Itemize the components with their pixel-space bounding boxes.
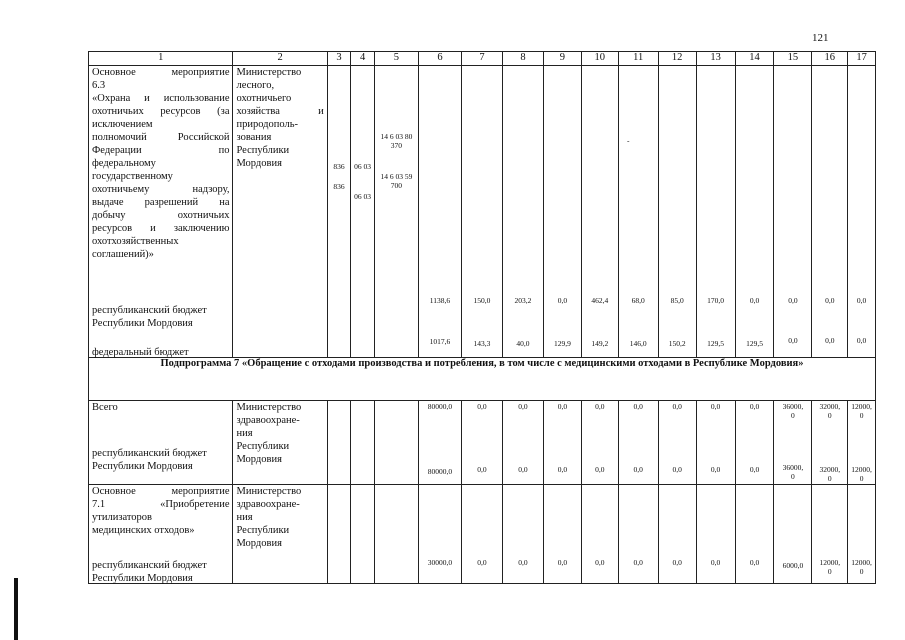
grbs-code: 836 bbox=[333, 162, 345, 171]
column-number-row bbox=[89, 52, 876, 66]
value-cell bbox=[543, 66, 581, 358]
value-cell bbox=[418, 485, 461, 584]
rzpr-code: 06 03 bbox=[354, 162, 372, 171]
value: 1138,6 bbox=[429, 296, 451, 305]
value: 129,5 bbox=[746, 339, 763, 348]
value-cell bbox=[581, 66, 618, 358]
value-cell bbox=[461, 401, 502, 485]
col-header: 11 bbox=[618, 52, 658, 66]
measure-desc-line: добычу охотничьих bbox=[92, 210, 230, 221]
measure-desc-line: охотхозяйственных bbox=[92, 236, 179, 247]
measure-desc-line: государственному bbox=[92, 171, 173, 182]
value: 0,0 bbox=[825, 296, 835, 305]
value-cell bbox=[543, 401, 581, 485]
value-cell bbox=[774, 66, 812, 358]
rzpr-code: 06 03 bbox=[354, 192, 372, 201]
csr-cell bbox=[374, 401, 418, 485]
value-cell bbox=[418, 401, 461, 485]
value: 0,0 bbox=[856, 296, 867, 305]
value: 80000,0 bbox=[427, 402, 453, 411]
executor-line: Республики bbox=[236, 525, 290, 536]
executor-cell bbox=[233, 485, 327, 584]
subprogram-title: Подпрограмма 7 «Обращение с отходами производства и потребления, в том числе с медицинскими отходами в Республике Мордовия» bbox=[89, 358, 876, 401]
value: 0,0 bbox=[710, 558, 721, 567]
csr-cell bbox=[374, 485, 418, 584]
rzpr-cell bbox=[351, 66, 375, 358]
value: 0,0 bbox=[557, 296, 568, 305]
executor-line: зования bbox=[236, 132, 272, 143]
value-cell bbox=[848, 485, 876, 584]
budget-table bbox=[88, 51, 876, 584]
value-cell bbox=[848, 66, 876, 358]
value: 0,0 bbox=[788, 336, 798, 345]
csr-code: 14 6 03 80 370 bbox=[380, 132, 413, 150]
measure-desc-line: исключением bbox=[92, 119, 153, 130]
page-number: 121 bbox=[812, 32, 829, 44]
value-cell bbox=[735, 66, 774, 358]
value-cell bbox=[502, 401, 543, 485]
value: 129,5 bbox=[707, 339, 724, 348]
value-cell bbox=[848, 401, 876, 485]
value: 12000, 0 bbox=[851, 558, 872, 576]
col-header: 2 bbox=[233, 52, 327, 66]
measure-desc-line: выдаче разрешений на bbox=[92, 197, 230, 208]
value: 0,0 bbox=[749, 558, 760, 567]
executor-cell bbox=[233, 66, 327, 358]
value: 0,0 bbox=[557, 465, 568, 474]
col-header: 14 bbox=[735, 52, 774, 66]
col-header: 3 bbox=[327, 52, 351, 66]
csr-cell bbox=[374, 66, 418, 358]
value-cell bbox=[658, 66, 696, 358]
value: 150,2 bbox=[668, 339, 686, 348]
value: 0,0 bbox=[672, 402, 682, 411]
value: 0,0 bbox=[633, 558, 643, 567]
value: 0,0 bbox=[518, 465, 528, 474]
value-cell bbox=[461, 485, 502, 584]
value: 36000, 0 bbox=[782, 463, 804, 481]
measure-desc-line: Федерации по bbox=[92, 145, 230, 156]
value-cell bbox=[618, 401, 658, 485]
col-header: 17 bbox=[848, 52, 876, 66]
value: 0,0 bbox=[633, 465, 643, 474]
value: 1017,6 bbox=[429, 337, 451, 346]
value-cell bbox=[543, 485, 581, 584]
value-cell bbox=[735, 401, 774, 485]
value-cell bbox=[696, 66, 735, 358]
value: 0,0 bbox=[672, 558, 682, 567]
rzpr-cell bbox=[351, 485, 375, 584]
value: 0,0 bbox=[749, 296, 760, 305]
value: 36000, 0 bbox=[782, 402, 804, 420]
rzpr-cell bbox=[351, 401, 375, 485]
funding-source-republic: республиканский бюджет Республики Мордовия bbox=[92, 305, 207, 329]
col-header: 6 bbox=[418, 52, 461, 66]
value: 0,0 bbox=[856, 336, 867, 345]
value: 0,0 bbox=[788, 296, 798, 305]
value-cell bbox=[812, 401, 848, 485]
value-cell bbox=[658, 401, 696, 485]
executor-line: здравоохране- bbox=[236, 415, 300, 426]
value: 146,0 bbox=[629, 339, 647, 348]
measure-desc-line: полномочий Российской bbox=[92, 132, 230, 143]
col-header: 5 bbox=[374, 52, 418, 66]
scan-edge-bar bbox=[14, 578, 18, 640]
value: 12000, 0 bbox=[819, 558, 841, 576]
col-header: 10 bbox=[581, 52, 618, 66]
value: 0,0 bbox=[595, 465, 605, 474]
grbs-code: 836 bbox=[333, 182, 345, 191]
measure-desc-line: медицинских отходов» bbox=[92, 525, 195, 536]
funding-source-federal: федеральный бюджет bbox=[92, 347, 189, 358]
measure-desc-line: охотничьему надзору, bbox=[92, 184, 230, 195]
grbs-cell bbox=[327, 401, 351, 485]
executor-line: Министерство bbox=[236, 402, 302, 413]
measure-desc-line: утилизаторов bbox=[92, 512, 153, 523]
col-header: 13 bbox=[696, 52, 735, 66]
value: 462,4 bbox=[591, 296, 609, 305]
value: 0,0 bbox=[477, 558, 487, 567]
total-label-cell bbox=[89, 401, 233, 485]
funding-source-republic: республиканский бюджет Республики Мордовия bbox=[92, 560, 207, 584]
value: 32000, 0 bbox=[819, 402, 841, 420]
value: 40,0 bbox=[516, 339, 530, 348]
value-cell bbox=[502, 66, 543, 358]
value-cell bbox=[581, 401, 618, 485]
measure-desc-line: соглашений)» bbox=[92, 249, 154, 260]
value-cell bbox=[658, 485, 696, 584]
value: 12000, 0 bbox=[851, 465, 872, 483]
subprogram-row bbox=[89, 358, 876, 401]
value-cell bbox=[418, 66, 461, 358]
value: 12000, 0 bbox=[851, 402, 872, 420]
executor-line: здравоохране- bbox=[236, 499, 300, 510]
executor-line: Мордовия bbox=[236, 538, 282, 549]
value: 203,2 bbox=[514, 296, 532, 305]
value: 0,0 bbox=[557, 402, 568, 411]
value: 0,0 bbox=[477, 465, 487, 474]
value: 0,0 bbox=[633, 402, 643, 411]
table-row-total bbox=[89, 401, 876, 485]
col-header: 12 bbox=[658, 52, 696, 66]
value: 85,0 bbox=[670, 296, 684, 305]
value: 150,0 bbox=[473, 296, 491, 305]
grbs-cell bbox=[327, 66, 351, 358]
table-row-measure-6-3 bbox=[89, 66, 876, 358]
value: 30000,0 bbox=[427, 558, 453, 567]
value-cell bbox=[461, 66, 502, 358]
value-cell bbox=[774, 485, 812, 584]
grbs-cell bbox=[327, 485, 351, 584]
measure-desc-line: федеральному bbox=[92, 158, 156, 169]
executor-line: Республики bbox=[236, 441, 290, 452]
value-cell bbox=[812, 485, 848, 584]
funding-source-republic: республиканский бюджет Республики Мордовия bbox=[92, 448, 207, 472]
value: 0,0 bbox=[595, 402, 605, 411]
value: 0,0 bbox=[825, 336, 835, 345]
value: 0,0 bbox=[749, 402, 760, 411]
col-header: 16 bbox=[812, 52, 848, 66]
col-header: 9 bbox=[543, 52, 581, 66]
executor-line: ния bbox=[236, 512, 253, 523]
col-header: 4 bbox=[351, 52, 375, 66]
value: 68,0 bbox=[631, 296, 645, 305]
value: 0,0 bbox=[477, 402, 487, 411]
value: 32000, 0 bbox=[819, 465, 841, 483]
executor-line: охотничьего bbox=[236, 93, 292, 104]
value-cell bbox=[502, 485, 543, 584]
measure-desc-line: 7.1 «Приобретение bbox=[92, 499, 230, 510]
value-cell bbox=[812, 66, 848, 358]
value: 0,0 bbox=[595, 558, 605, 567]
executor-line: Министерство bbox=[236, 67, 302, 78]
value: 0,0 bbox=[710, 465, 721, 474]
measure-desc-line: ресурсов и заключению bbox=[92, 223, 230, 234]
value: 6000,0 bbox=[782, 561, 804, 570]
measure-desc-line: охотничьих ресурсов (за bbox=[92, 106, 230, 117]
value: 0,0 bbox=[518, 402, 528, 411]
measure-desc-line: 6.3 bbox=[92, 80, 106, 91]
csr-code: 14 6 03 59 700 bbox=[380, 172, 413, 190]
value: 0,0 bbox=[749, 465, 760, 474]
executor-line: Республики bbox=[236, 145, 290, 156]
measure-desc-line: Основное мероприятие bbox=[92, 486, 230, 497]
value-cell bbox=[618, 485, 658, 584]
executor-line: лесного, bbox=[236, 80, 275, 91]
value: 0,0 bbox=[518, 558, 528, 567]
total-label: Всего bbox=[92, 402, 118, 413]
dash-mark: - bbox=[626, 136, 630, 145]
executor-cell bbox=[233, 401, 327, 485]
col-header: 1 bbox=[89, 52, 233, 66]
col-header: 8 bbox=[502, 52, 543, 66]
value: 143,3 bbox=[473, 339, 491, 348]
col-header: 15 bbox=[774, 52, 812, 66]
value: 170,0 bbox=[707, 296, 724, 305]
value: 0,0 bbox=[557, 558, 568, 567]
measure-description-cell bbox=[89, 66, 233, 358]
executor-line: Мордовия bbox=[236, 454, 282, 465]
value: 0,0 bbox=[672, 465, 682, 474]
measure-desc-line: «Охрана и использование bbox=[92, 93, 230, 104]
executor-line: ния bbox=[236, 428, 253, 439]
value: 129,9 bbox=[553, 339, 571, 348]
executor-line: Мордовия bbox=[236, 158, 282, 169]
value: 80000,0 bbox=[427, 467, 453, 476]
value-cell bbox=[696, 401, 735, 485]
value-cell bbox=[618, 66, 658, 358]
col-header: 7 bbox=[461, 52, 502, 66]
value-cell bbox=[696, 485, 735, 584]
value-cell bbox=[774, 401, 812, 485]
value: 0,0 bbox=[710, 402, 721, 411]
executor-line: хозяйства и bbox=[236, 106, 324, 117]
value: 149,2 bbox=[591, 339, 609, 348]
executor-line: природополь- bbox=[236, 119, 299, 130]
value-cell bbox=[581, 485, 618, 584]
executor-line: Министерство bbox=[236, 486, 302, 497]
value-cell bbox=[735, 485, 774, 584]
measure-desc-line: Основное мероприятие bbox=[92, 67, 230, 78]
measure-description-cell bbox=[89, 485, 233, 584]
table-row-measure-7-1 bbox=[89, 485, 876, 584]
